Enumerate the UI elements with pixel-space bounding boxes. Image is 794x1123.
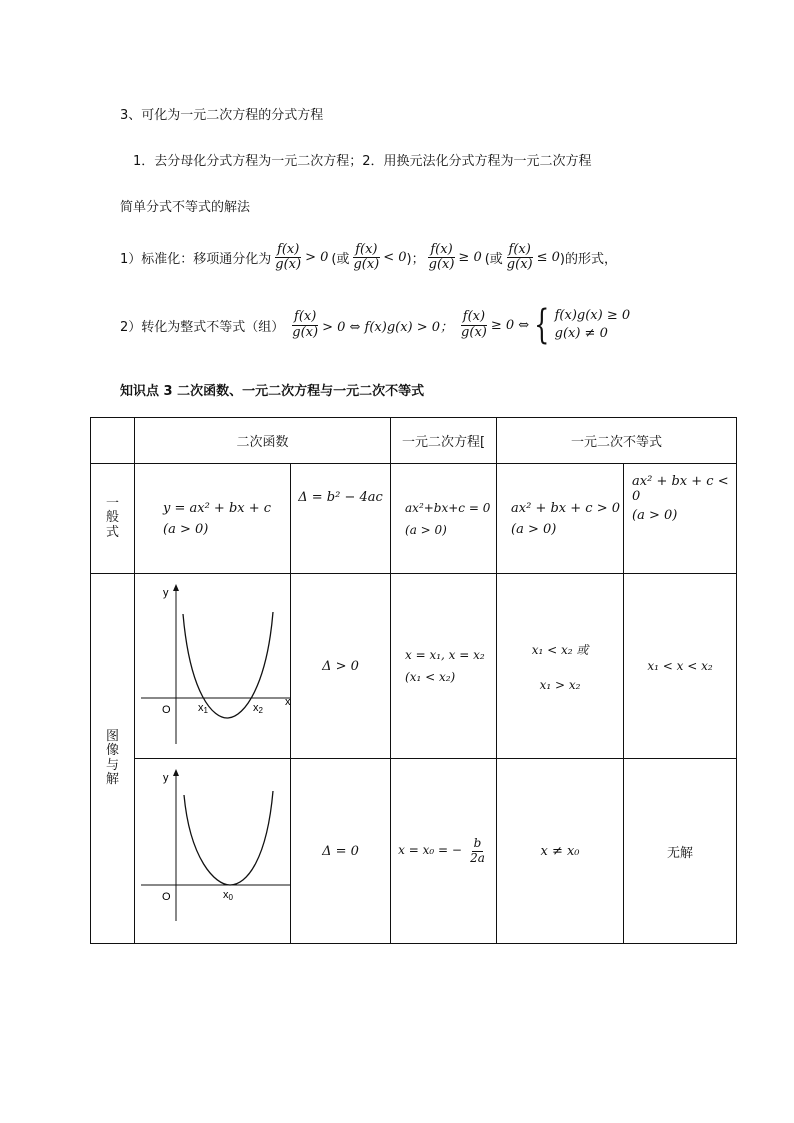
- gt-solution-cell: [497, 574, 624, 759]
- table-row-delta-positive: [91, 574, 737, 759]
- label-general: [91, 464, 135, 574]
- lt-solution: x₁ < x < x₂: [647, 658, 713, 673]
- two-roots: x = x₁, x = x₂: [405, 648, 485, 662]
- convert-line: [120, 302, 631, 348]
- fraction-denominator: g(x): [275, 257, 302, 273]
- close-suffix: )的形式，: [559, 252, 617, 268]
- fraction-numerator: f(x): [508, 242, 531, 257]
- root-x2-letter: x: [253, 702, 259, 714]
- header-inequality: 一元二次不等式: [497, 418, 737, 464]
- label-char: 图: [105, 728, 119, 744]
- double-root-cell: [391, 759, 497, 944]
- fraction-f-over-g: [505, 243, 535, 273]
- general-equation-condition: (a > 0): [405, 522, 447, 537]
- gt-solution-part2: x₁ > x₂: [539, 677, 581, 692]
- general-function: y = ax² + bx + c: [163, 500, 272, 516]
- general-inequality-gt-condition: (a > 0): [511, 521, 557, 537]
- fraction-f-over-g: [459, 310, 489, 340]
- label-char: 像: [105, 743, 119, 759]
- knowledge-title: 知识点 3 二次函数、一元二次方程与一元二次不等式: [120, 384, 425, 399]
- subsection-heading: 简单分式不等式的解法: [120, 200, 251, 215]
- general-function-condition: (a > 0): [163, 521, 209, 537]
- fraction-numerator: f(x): [294, 309, 317, 325]
- two-roots-order: (x₁ < x₂): [405, 670, 456, 684]
- or-open: (或: [484, 252, 503, 268]
- root-x0-letter: x: [223, 889, 229, 901]
- fraction-numerator: f(x): [277, 242, 300, 257]
- gt-solution-zero-cell: [497, 759, 624, 944]
- header-equation-mark: [: [479, 435, 486, 450]
- fraction-denominator: g(x): [428, 257, 455, 273]
- label-char: 式: [105, 524, 119, 540]
- x-axis-label: x: [285, 696, 291, 708]
- graph-one-root-cell: [135, 759, 291, 944]
- table-row-general: [91, 464, 737, 574]
- system-line-1: f(x)g(x) ≥ 0: [554, 307, 631, 323]
- corner-cell: [91, 418, 135, 464]
- lt-solution-cell: [624, 574, 737, 759]
- label-char: 一: [105, 496, 119, 512]
- knowledge-table: [90, 417, 737, 944]
- label-char: 般: [105, 510, 119, 526]
- double-root-numerator: b: [473, 836, 482, 851]
- double-root-fraction: [468, 837, 487, 864]
- ge0-equivalence: ≥ 0 ⇔: [490, 317, 530, 333]
- close-semicolon: )；: [406, 252, 425, 268]
- general-ineq-lt-cell: [624, 464, 737, 574]
- root-x0-label: [223, 889, 234, 902]
- general-inequality-lt: ax² + bx + c < 0: [632, 474, 729, 504]
- header-equation: [391, 418, 497, 464]
- general-inequality-lt-condition: (a > 0): [632, 508, 678, 523]
- general-inequality-gt: ax² + bx + c > 0: [511, 500, 620, 516]
- root-x2-label: [253, 702, 264, 715]
- discriminant-formula: Δ = b² − 4ac: [298, 490, 383, 505]
- relation-le0: ≤ 0: [536, 250, 560, 266]
- general-ineq-gt-cell: [497, 464, 624, 574]
- two-roots-cell: [391, 574, 497, 759]
- double-root-prefix: x = x₀ = −: [398, 843, 462, 858]
- y-axis-label: y: [163, 587, 169, 599]
- origin-label: O: [162, 891, 171, 903]
- parabola-two-roots-graph: [135, 574, 291, 758]
- general-equation-cell: [391, 464, 497, 574]
- fraction-f-over-g: [273, 243, 303, 273]
- delta-positive: Δ > 0: [322, 658, 359, 674]
- relation-ge0: ≥ 0: [458, 250, 482, 266]
- header-equation-label: 一元二次方程: [401, 435, 480, 450]
- gt-solution-zero: x ≠ x₀: [540, 843, 580, 859]
- table-header-row: [91, 418, 737, 464]
- origin-label: O: [162, 704, 171, 716]
- delta-zero-cell: [291, 759, 391, 944]
- root-x2-subscript: 2: [258, 706, 263, 715]
- y-axis-arrow: [173, 584, 179, 591]
- fraction-numerator: f(x): [462, 309, 486, 325]
- fraction-denominator: g(x): [292, 324, 319, 340]
- standardize-prefix: 1）标准化：移项通分化为: [120, 252, 272, 268]
- delta-zero: Δ = 0: [322, 843, 359, 859]
- fraction-f-over-g: [427, 243, 457, 273]
- label-char: 解: [105, 771, 119, 787]
- general-function-cell: [135, 464, 291, 574]
- parabola-curve: [184, 791, 273, 885]
- parabola-curve: [183, 612, 273, 718]
- root-x1-subscript: 1: [203, 706, 208, 715]
- label-char: 与: [105, 757, 119, 773]
- double-root-denominator: 2a: [470, 850, 485, 865]
- gt-solution-part1: x₁ < x₂ 或: [531, 642, 589, 657]
- graph-two-roots-cell: [135, 574, 291, 759]
- parabola-one-root-graph: [135, 759, 291, 943]
- fraction-denominator: g(x): [461, 324, 487, 340]
- gt0-equivalence: > 0 ⇔ f(x)g(x) > 0；: [322, 319, 454, 335]
- relation-gt0: > 0: [305, 250, 329, 266]
- header-quadratic-function: 二次函数: [135, 418, 391, 464]
- fraction-denominator: g(x): [353, 257, 380, 273]
- inequality-system: [529, 302, 631, 348]
- y-axis-arrow: [173, 769, 179, 776]
- method-list: 1．去分母化分式方程为一元二次方程；2．用换元法化分式方程为一元二次方程: [133, 154, 592, 169]
- general-equation: ax²+bx+c = 0: [405, 500, 491, 515]
- standardize-line: [120, 243, 617, 273]
- root-x1-letter: x: [198, 702, 204, 714]
- relation-lt0: < 0: [383, 250, 407, 266]
- fraction-f-over-g: [351, 243, 381, 273]
- section-heading: 3、可化为一元二次方程的分式方程: [120, 108, 324, 123]
- fraction-denominator: g(x): [506, 257, 533, 273]
- y-axis-label: y: [163, 772, 169, 784]
- lt-solution-zero-cell: [624, 759, 737, 944]
- left-brace: {: [534, 302, 550, 348]
- system-line-2: g(x) ≠ 0: [554, 326, 608, 341]
- lt-solution-none: 无解: [667, 845, 694, 861]
- fraction-numerator: f(x): [355, 242, 378, 257]
- root-x0-subscript: 0: [228, 893, 233, 902]
- fraction-f-over-g: [290, 310, 320, 340]
- table-row-delta-zero: [91, 759, 737, 944]
- delta-positive-cell: [291, 574, 391, 759]
- label-graph-solution: [91, 574, 135, 944]
- fraction-numerator: f(x): [430, 242, 453, 257]
- or-open: (或: [331, 252, 350, 268]
- general-delta-cell: [291, 464, 391, 574]
- convert-prefix: 2）转化为整式不等式（组）: [120, 319, 285, 335]
